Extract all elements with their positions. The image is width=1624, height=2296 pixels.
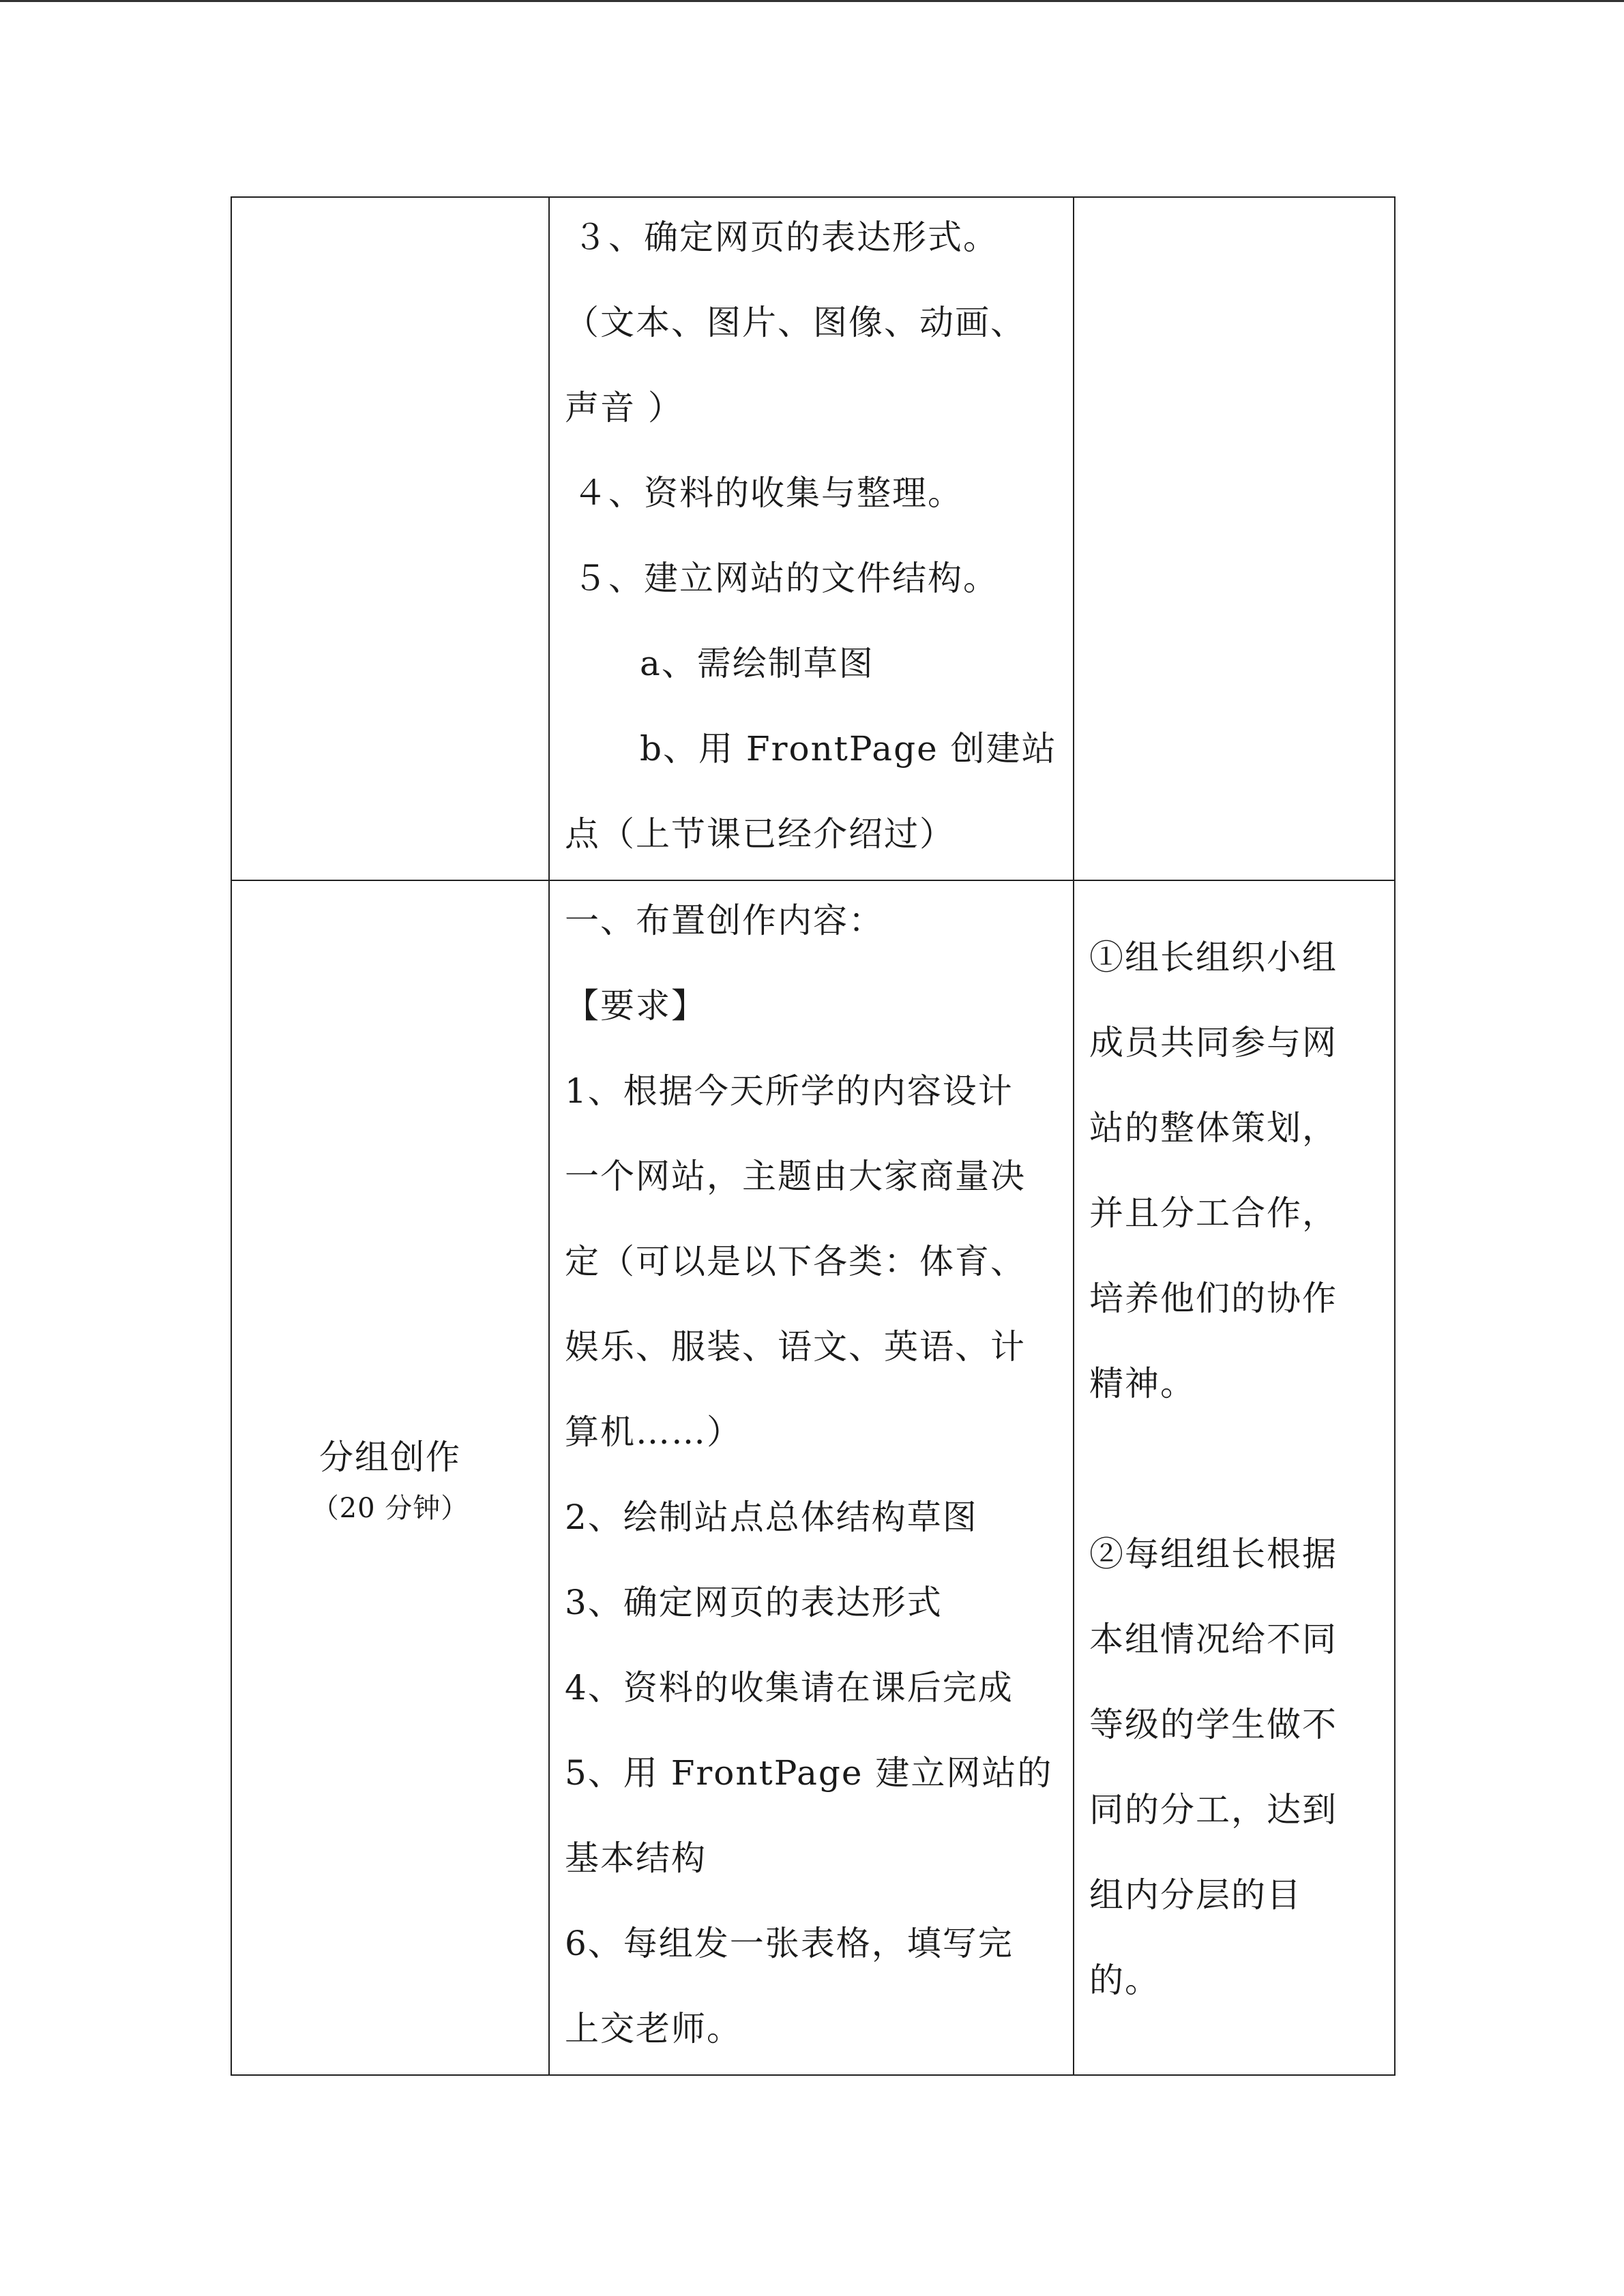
content-text [550,878,1073,2072]
activity-cell-empty [231,197,549,880]
text-line: ４、资料的收集与整理。 [573,473,963,513]
note-line: 精神。 [1089,1364,1196,1403]
content-text [550,195,1073,877]
note-line: 站的整体策划， [1089,1108,1338,1148]
note-line: 等级的学生做不 [1089,1705,1338,1744]
text-line: 上交老师。 [565,2009,742,2048]
note-line: 培养他们的协作 [1089,1279,1338,1318]
notes-cell [1074,880,1395,2075]
text-line: 4、资料的收集请在课后完成 [565,1668,1014,1708]
text-line: ５、建立网站的文件结构。 [573,558,999,598]
text-line: 1、根据今天所学的内容设计 [565,1071,1014,1111]
note-line: ①组长组织小组 [1089,938,1338,977]
text-line: 一个网站，主题由大家商量决 [565,1157,1026,1196]
text-line: （文本、图片、图像、动画、 [565,303,1026,342]
table-row [231,197,1395,880]
text-line: 定（可以是以下各类：体育、 [565,1242,1026,1281]
note-line: 组内分层的目 [1089,1875,1302,1915]
activity-duration: （20 分钟） [311,1493,469,1524]
content-cell [549,197,1074,880]
note-line: 同的分工，达到 [1089,1790,1338,1830]
note-line: 的。 [1089,1960,1160,2000]
content-cell [549,880,1074,2075]
text-line: 【要求】 [565,986,707,1026]
activity-cell [231,880,549,2075]
note-line: 本组情况给不同 [1089,1620,1338,1659]
text-line: 点（上节课已经介绍过） [565,814,955,854]
lesson-plan-table [231,196,1396,2076]
text-line: 声音 ） [565,388,683,428]
note-spacer [1089,1427,1394,1512]
text-line: b、用 FrontPage 创建站 [640,729,1057,769]
text-line: 3、确定网页的表达形式 [565,1583,943,1622]
text-line: a、需绘制草图 [640,644,874,683]
text-line: 5、用 FrontPage 建立网站的 [565,1753,1053,1793]
text-line: ３、确定网页的表达形式。 [573,218,999,257]
text-line: 算机……） [565,1412,742,1452]
note-line: 成员共同参与网 [1089,1023,1338,1062]
text-line: 一、布置创作内容： [565,901,884,940]
table-row [231,880,1395,2075]
notes-text [1074,881,1394,2023]
text-line: 基本结构 [565,1838,707,1878]
text-line: 娱乐、服装、语文、英语、计 [565,1327,1026,1367]
text-line: 6、每组发一张表格，填写完 [565,1924,1014,1963]
note-line: 并且分工合作， [1089,1193,1338,1233]
notes-cell-empty [1074,197,1395,880]
activity-title: 分组创作 [319,1437,461,1477]
text-line: 2、绘制站点总体结构草图 [565,1497,978,1537]
note-line: ②每组组长根据 [1089,1534,1338,1574]
